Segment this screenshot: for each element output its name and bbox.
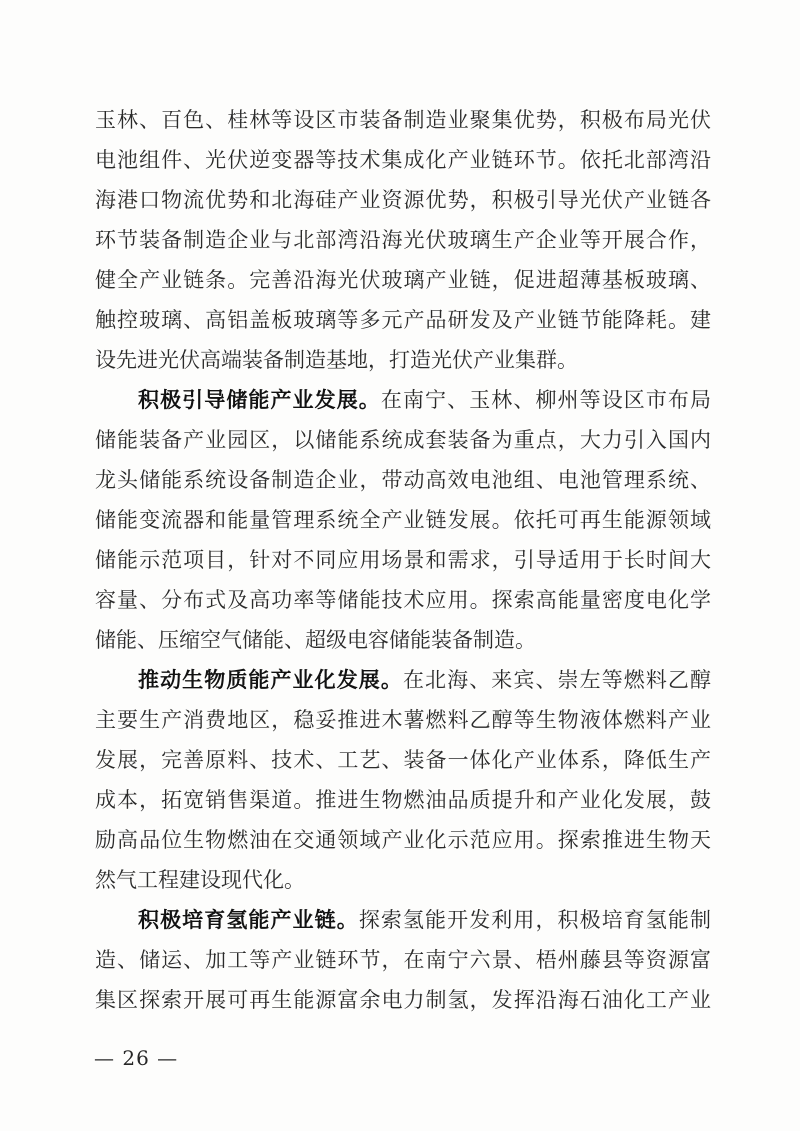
text-segment: 触控玻璃、高铝盖板玻璃等多元产品研发及产业链节能降耗。建 xyxy=(95,308,711,332)
text-segment: 龙头储能系统设备制造企业，带动高效电池组、电池管理系统、 xyxy=(95,468,711,492)
text-line xyxy=(95,380,711,420)
text-line xyxy=(95,500,711,540)
text-segment: 环节装备制造企业与北部湾沿海光伏玻璃生产企业等开展合作， xyxy=(95,228,711,252)
text-line xyxy=(95,300,711,340)
paragraph-lead-bold: 积极引导储能产业发展。 xyxy=(138,388,381,412)
text-line xyxy=(95,540,711,580)
text-segment: 励高品位生物燃油在交通领域产业化示范应用。探索推进生物天 xyxy=(95,828,711,852)
text-segment: 储能、压缩空气储能、超级电容储能装备制造。 xyxy=(95,628,536,652)
paragraph-hydrogen-energy xyxy=(95,900,711,1020)
text-segment: 在北海、来宾、崇左等燃料乙醇 xyxy=(402,668,712,692)
text-line xyxy=(95,620,711,660)
text-line xyxy=(95,660,711,700)
paragraph-solar-pv-equipment xyxy=(95,100,711,380)
text-segment: 玉林、百色、桂林等设区市装备制造业聚集优势，积极布局光伏 xyxy=(95,108,711,132)
text-line xyxy=(95,980,711,1020)
text-line xyxy=(95,860,711,900)
text-segment: 健全产业链条。完善沿海光伏玻璃产业链，促进超薄基板玻璃、 xyxy=(95,268,711,292)
text-segment: 探索氢能开发利用，积极培育氢能制 xyxy=(358,908,712,932)
page-number: — 26 — xyxy=(94,1046,179,1070)
text-segment: 成本，拓宽销售渠道。推进生物燃油品质提升和产业化发展，鼓 xyxy=(95,788,711,812)
paragraph-energy-storage xyxy=(95,380,711,660)
text-line xyxy=(95,140,711,180)
paragraph-biomass-energy xyxy=(95,660,711,900)
text-line xyxy=(95,780,711,820)
text-line xyxy=(95,820,711,860)
paragraph-lead-bold: 推动生物质能产业化发展。 xyxy=(138,668,403,692)
text-segment: 海港口物流优势和北海硅产业资源优势，积极引导光伏产业链各 xyxy=(95,188,711,212)
text-line xyxy=(95,460,711,500)
text-line xyxy=(95,100,711,140)
text-line xyxy=(95,420,711,460)
text-segment: 储能变流器和能量管理系统全产业链发展。依托可再生能源领域 xyxy=(95,508,711,532)
text-segment: 发展，完善原料、技术、工艺、装备一体化产业体系，降低生产 xyxy=(95,748,711,772)
text-segment: 在南宁、玉林、柳州等设区市布局 xyxy=(380,388,712,412)
text-line xyxy=(95,260,711,300)
text-line xyxy=(95,900,711,940)
text-line xyxy=(95,340,711,380)
text-line xyxy=(95,580,711,620)
text-block xyxy=(95,100,711,1020)
text-segment: 造、储运、加工等产业链环节，在南宁六景、梧州藤县等资源富 xyxy=(95,948,711,972)
text-segment: 储能示范项目，针对不同应用场景和需求，引导适用于长时间大 xyxy=(95,548,711,572)
text-line xyxy=(95,700,711,740)
text-segment: 然气工程建设现代化。 xyxy=(95,868,305,892)
text-segment: 主要生产消费地区，稳妥推进木薯燃料乙醇等生物液体燃料产业 xyxy=(95,708,711,732)
text-segment: 集区探索开展可再生能源富余电力制氢，发挥沿海石油化工产业 xyxy=(95,988,711,1012)
text-segment: 设先进光伏高端装备制造基地，打造光伏产业集群。 xyxy=(95,348,578,372)
text-segment: 容量、分布式及高功率等储能技术应用。探索高能量密度电化学 xyxy=(95,588,711,612)
text-line xyxy=(95,180,711,220)
text-line xyxy=(95,940,711,980)
text-line xyxy=(95,220,711,260)
text-line xyxy=(95,740,711,780)
text-segment: 电池组件、光伏逆变器等技术集成化产业链环节。依托北部湾沿 xyxy=(95,148,711,172)
text-segment: 储能装备产业园区，以储能系统成套装备为重点，大力引入国内 xyxy=(95,428,711,452)
paragraph-lead-bold: 积极培育氢能产业链。 xyxy=(138,908,359,932)
